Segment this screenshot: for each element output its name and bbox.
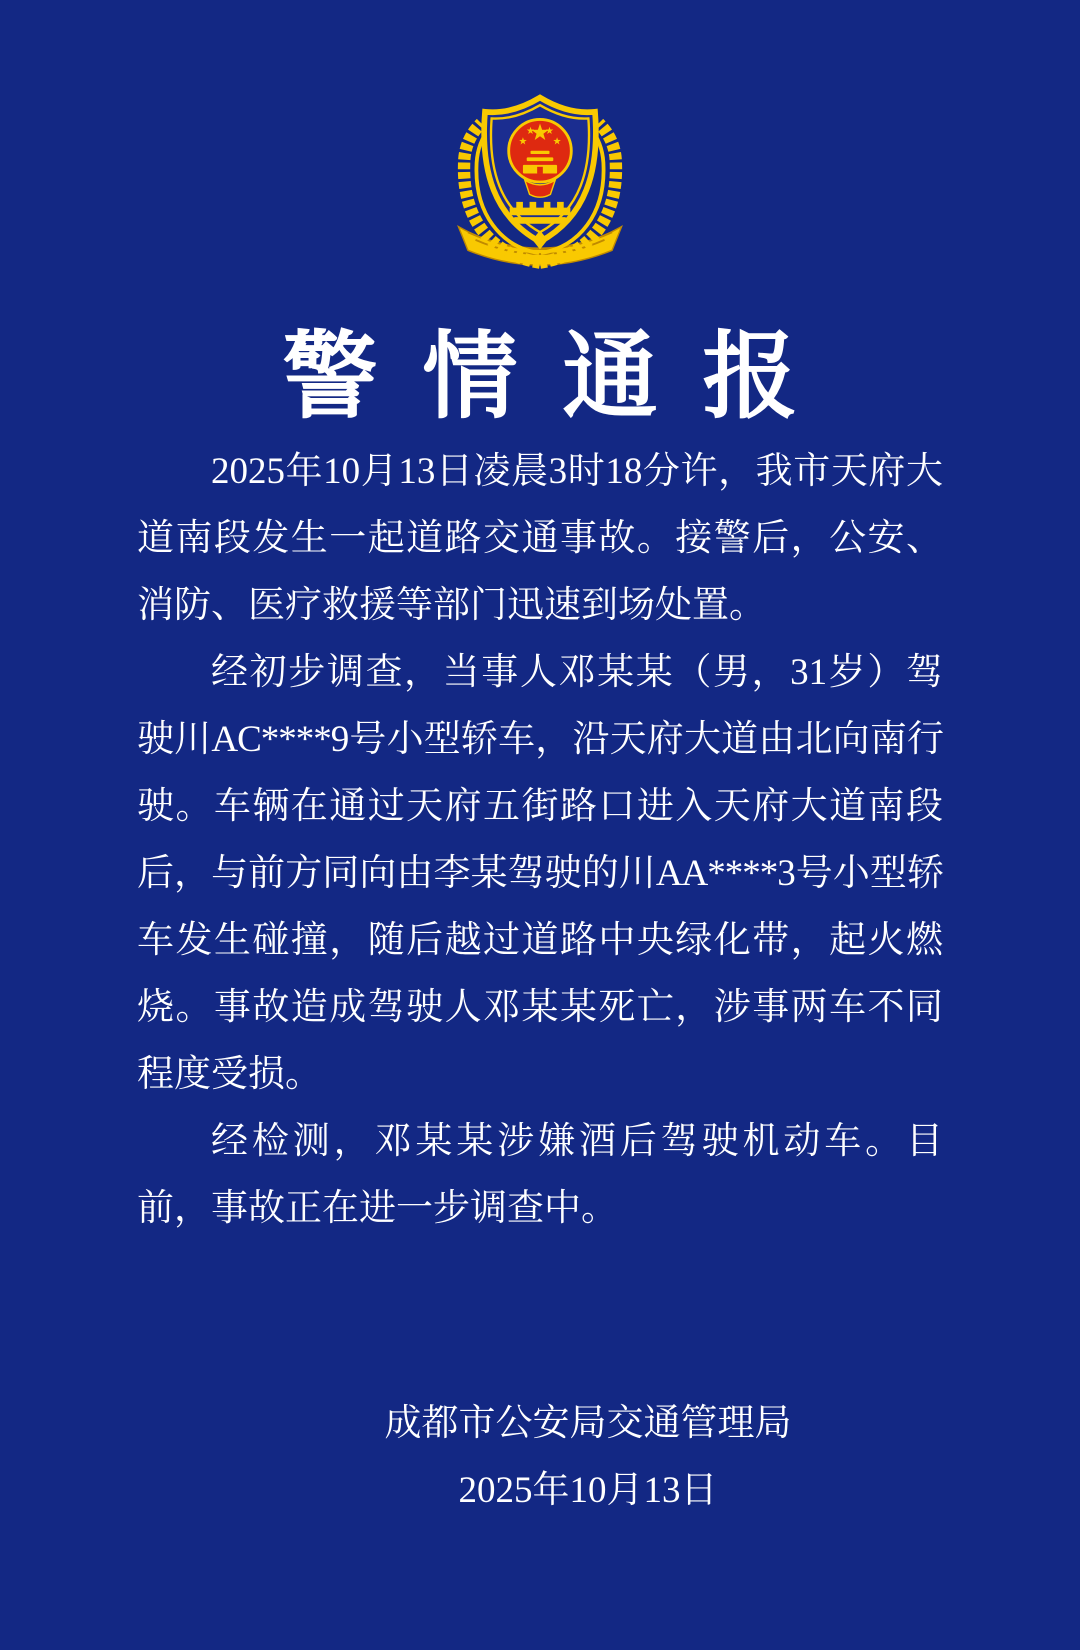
notice-body: [137, 438, 943, 1242]
body-line: 后，与前方同向由李某驾驶的川AA****3号小型轿: [137, 853, 943, 894]
police-badge-icon: [445, 90, 635, 274]
body-line: 程度受损。: [137, 1054, 322, 1095]
signature-org: 成都市公安局交通管理局: [384, 1403, 792, 1444]
signature-block: [0, 1390, 1080, 1524]
body-line: 经初步调查，当事人邓某某（男，31岁）驾: [211, 652, 943, 693]
page-title: 警情通报: [282, 324, 843, 430]
body-line: 驶川AC****9号小型轿车，沿天府大道由北向南行: [137, 719, 943, 760]
body-line: 烧。事故造成驾驶人邓某某死亡，涉事两车不同: [137, 987, 943, 1028]
body-line: 2025年10月13日凌晨3时18分许，我市天府大: [211, 451, 943, 492]
police-badge-svg: [445, 90, 635, 274]
body-line: 前，事故正在进一步调查中。: [137, 1188, 618, 1229]
body-line: 经检测，邓某某涉嫌酒后驾驶机动车。目: [211, 1121, 943, 1162]
body-line: 驶。车辆在通过天府五街路口进入天府大道南段: [137, 786, 943, 827]
body-line: 消防、医疗救援等部门迅速到场处置。: [137, 585, 766, 626]
body-line: 车发生碰撞，随后越过道路中央绿化带，起火燃: [137, 920, 943, 961]
signature-date: 2025年10月13日: [458, 1470, 718, 1511]
body-line: 道南段发生一起道路交通事故。接警后，公安、: [137, 518, 943, 559]
